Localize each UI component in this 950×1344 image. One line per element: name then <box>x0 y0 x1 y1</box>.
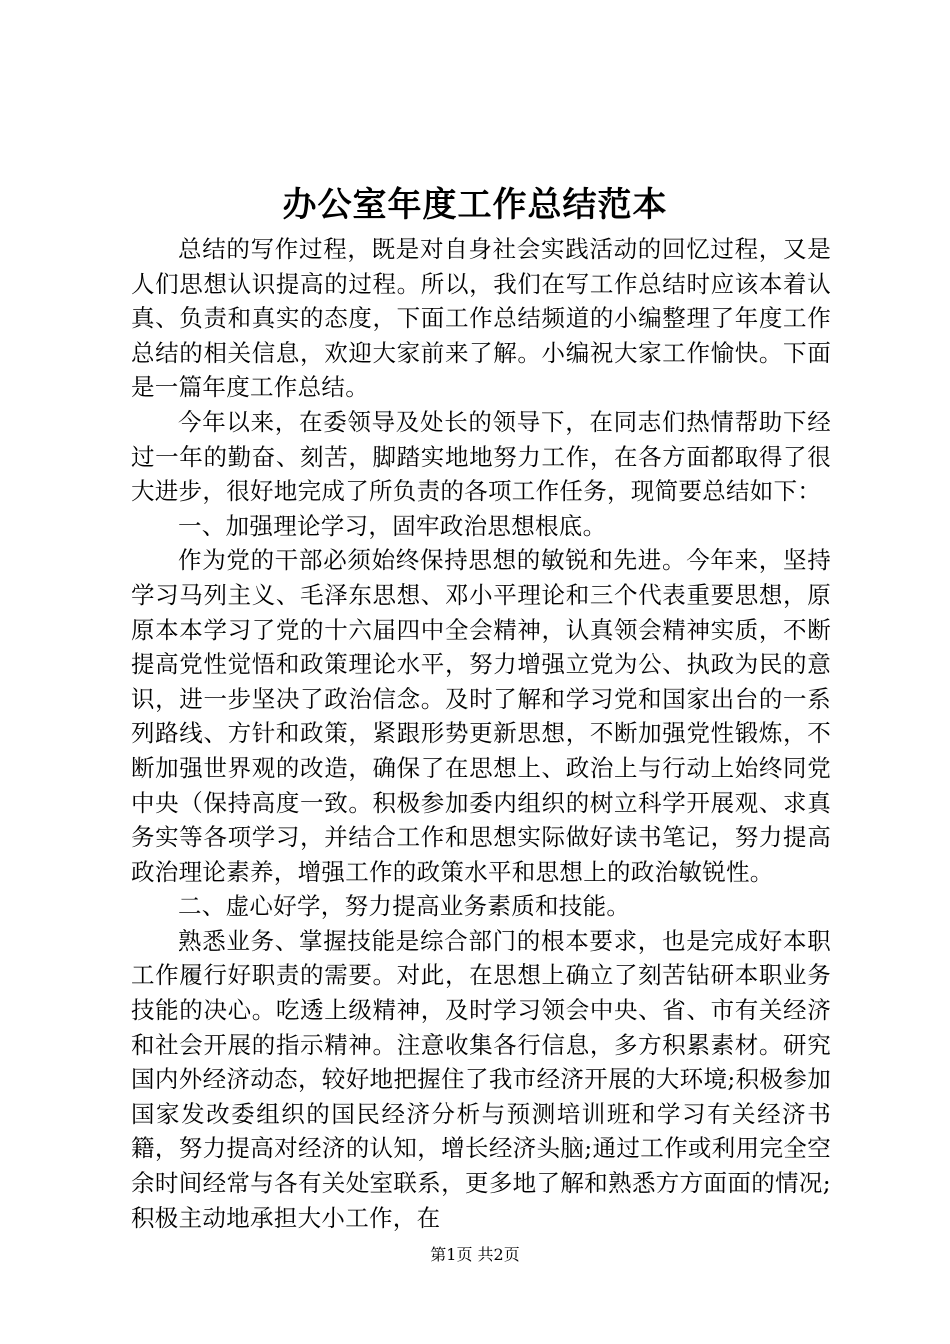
paragraph-intro: 总结的写作过程，既是对自身社会实践活动的回忆过程，又是人们思想认识提高的过程。所以，我们在写工作总结时应该本着认真、负责和真实的态度，下面工作总结频道的小编整理了年度工作总结的相关信息，欢迎大家前来了解。小编祝大家工作愉快。下面是一篇年度工作总结。 <box>131 235 831 402</box>
section-heading-business-skills: 二、虚心好学，努力提高业务素质和技能。 <box>178 892 631 921</box>
paragraph-overview: 今年以来，在委领导及处长的领导下，在同志们热情帮助下经过一年的勤奋、刻苦，脚踏实地地努力工作，在各方面都取得了很大进步，很好地完成了所负责的各项工作任务，现简要总结如下： <box>131 407 831 506</box>
document-title: 办公室年度工作总结范本 <box>282 185 668 225</box>
paragraph-theory-study: 作为党的干部必须始终保持思想的敏锐和先进。今年来，坚持学习马列主义、毛泽东思想、邓小平理论和三个代表重要思想，原原本本学习了党的十六届四中全会精神，认真领会精神实质，不断提高党性觉悟和政策理论水平，努力增强立党为公、执政为民的意识，进一步坚决了政治信念。及时了解和学习党和国家出台的一系列路线、方针和政策，紧跟形势更新思想，不断加强党性锻炼，不断加强世界观的改造，确保了在思想上、政治上与行动上始终同党中央（保持高度一致。积极参加委内组织的树立科学开展观、求真务实等各项学习，并结合工作和思想实际做好读书笔记，努力提高政治理论素养，增强工作的政策水平和思想上的政治敏锐性。 <box>131 546 831 886</box>
paragraph-business-skills: 熟悉业务、掌握技能是综合部门的根本要求，也是完成好本职工作履行好职责的需要。对此，在思想上确立了刻苦钻研本职业务技能的决心。吃透上级精神，及时学习领会中央、省、市有关经济和社会开展的指示精神。注意收集各行信息，多方积累素材。研究国内外经济动态，较好地把握住了我市经济开展的大环境;积极参加国家发改委组织的国民经济分析与预测培训班和学习有关经济书籍，努力提高对经济的认知，增长经济头脑;通过工作或利用完全空余时间经常与各有关处室联系，更多地了解和熟悉方方面面的情况;积极主动地承担大小工作，在 <box>131 926 831 1232</box>
page-number-footer: 第1页 共2页 <box>430 1245 520 1264</box>
document-body <box>131 232 831 1235</box>
section-heading-theory-study: 一、加强理论学习，固牢政治思想根底。 <box>178 511 607 540</box>
